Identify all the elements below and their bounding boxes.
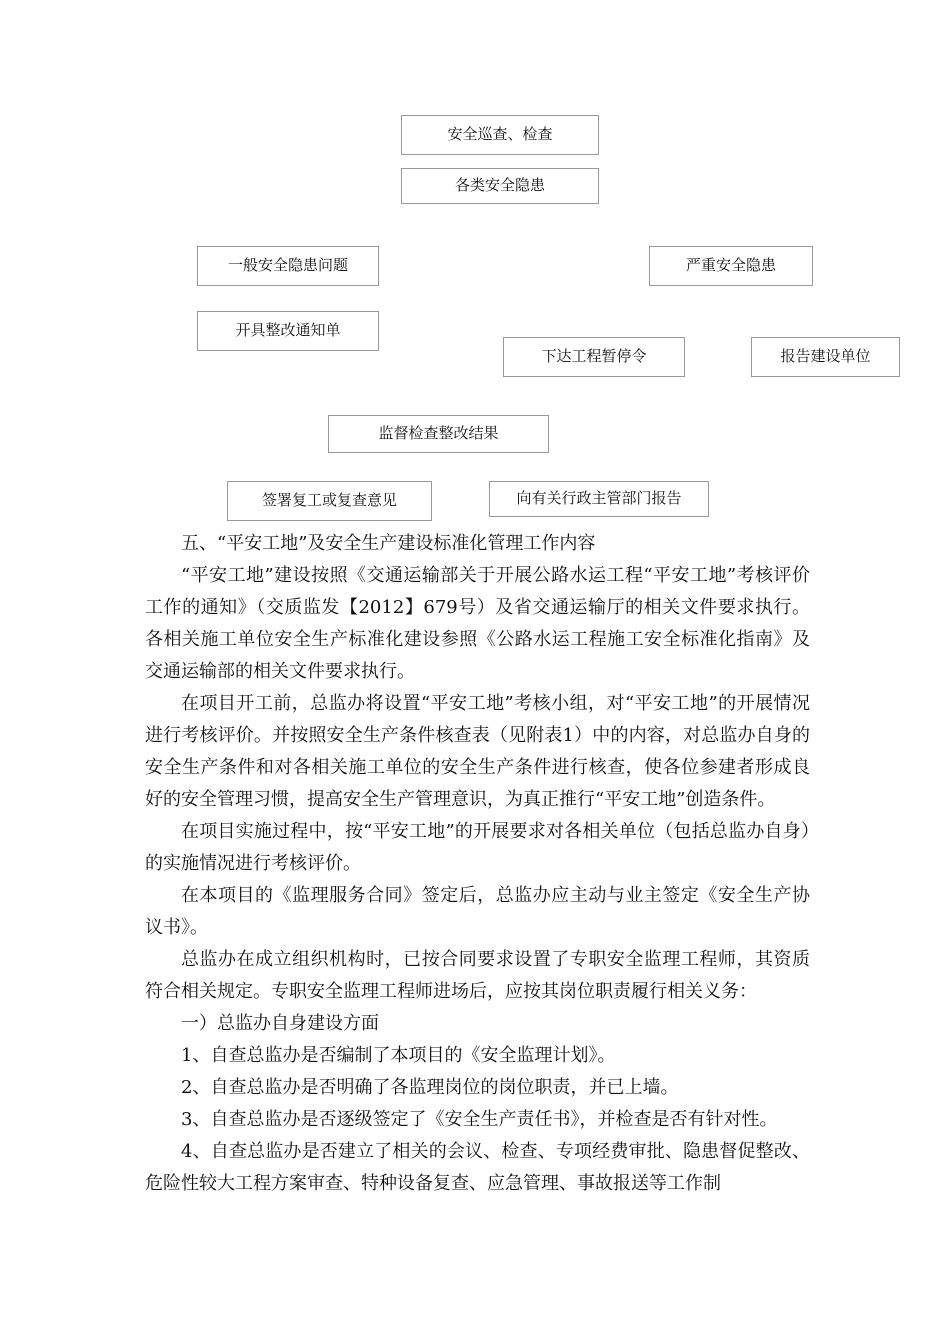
- paragraph: 在项目开工前，总监办将设置“平安工地”考核小组，对“平安工地”的开展情况进行考核评价。并按照安全生产条件核查表（见附表1）中的内容，对总监办自身的安全生产条件和对各相关施工单位的安全生产条件进行核查，使各位参建者形成良好的安全管理习惯，提高安全生产管理意识，为真正推行“平安工地”创造条件。: [145, 693, 810, 810]
- list-item: 3、自查总监办是否逐级签定了《安全生产责任书》，并检查是否有针对性。: [181, 1109, 778, 1130]
- node-resume-opinion: 签署复工或复查意见: [227, 481, 432, 521]
- list-item: 1、自查总监办是否编制了本项目的《安全监理计划》。: [181, 1045, 616, 1066]
- paragraph: 在项目实施过程中，按“平安工地”的开展要求对各相关单位（包括总监办自身）的实施情况进行考核评价。: [145, 821, 810, 874]
- paragraph: 总监办在成立组织机构时，已按合同要求设置了专职安全监理工程师，其资质符合相关规定。专职安全监理工程师进场后，应按其岗位职责履行相关义务：: [145, 949, 810, 1002]
- node-supervise-results: 监督检查整改结果: [328, 415, 549, 453]
- node-suspension-order: 下达工程暂停令: [503, 337, 685, 377]
- node-all-hazards: 各类安全隐患: [401, 168, 599, 204]
- section-heading: 五、“平安工地”及安全生产建设标准化管理工作内容: [181, 533, 596, 554]
- paragraph: “平安工地”建设按照《交通运输部关于开展公路水运工程“平安工地”考核评价工作的通知》（交质监发【2012】679号）及省交通运输厅的相关文件要求执行。各相关施工单位安全生产标准化建设参照《公路水运工程施工安全标准化指南》及交通运输部的相关文件要求执行。: [145, 565, 810, 682]
- node-general-hazards: 一般安全隐患问题: [197, 246, 379, 286]
- subsection-heading: 一）总监办自身建设方面: [181, 1013, 379, 1034]
- node-rectification-notice: 开具整改通知单: [197, 311, 379, 351]
- node-report-authority: 向有关行政主管部门报告: [489, 481, 709, 517]
- node-serious-hazards: 严重安全隐患: [649, 246, 813, 286]
- document-body: [145, 528, 810, 1200]
- paragraph: 在本项目的《监理服务合同》签定后，总监办应主动与业主签定《安全生产协议书》。: [145, 885, 810, 938]
- list-item: 4、自查总监办是否建立了相关的会议、检查、专项经费审批、隐患督促整改、危险性较大工程方案审查、特种设备复查、应急管理、事故报送等工作制: [145, 1141, 810, 1194]
- node-report-client: 报告建设单位: [751, 337, 900, 377]
- node-safety-inspection: 安全巡查、检查: [401, 115, 599, 155]
- list-item: 2、自查总监办是否明确了各监理岗位的岗位职责，并已上墙。: [181, 1077, 679, 1098]
